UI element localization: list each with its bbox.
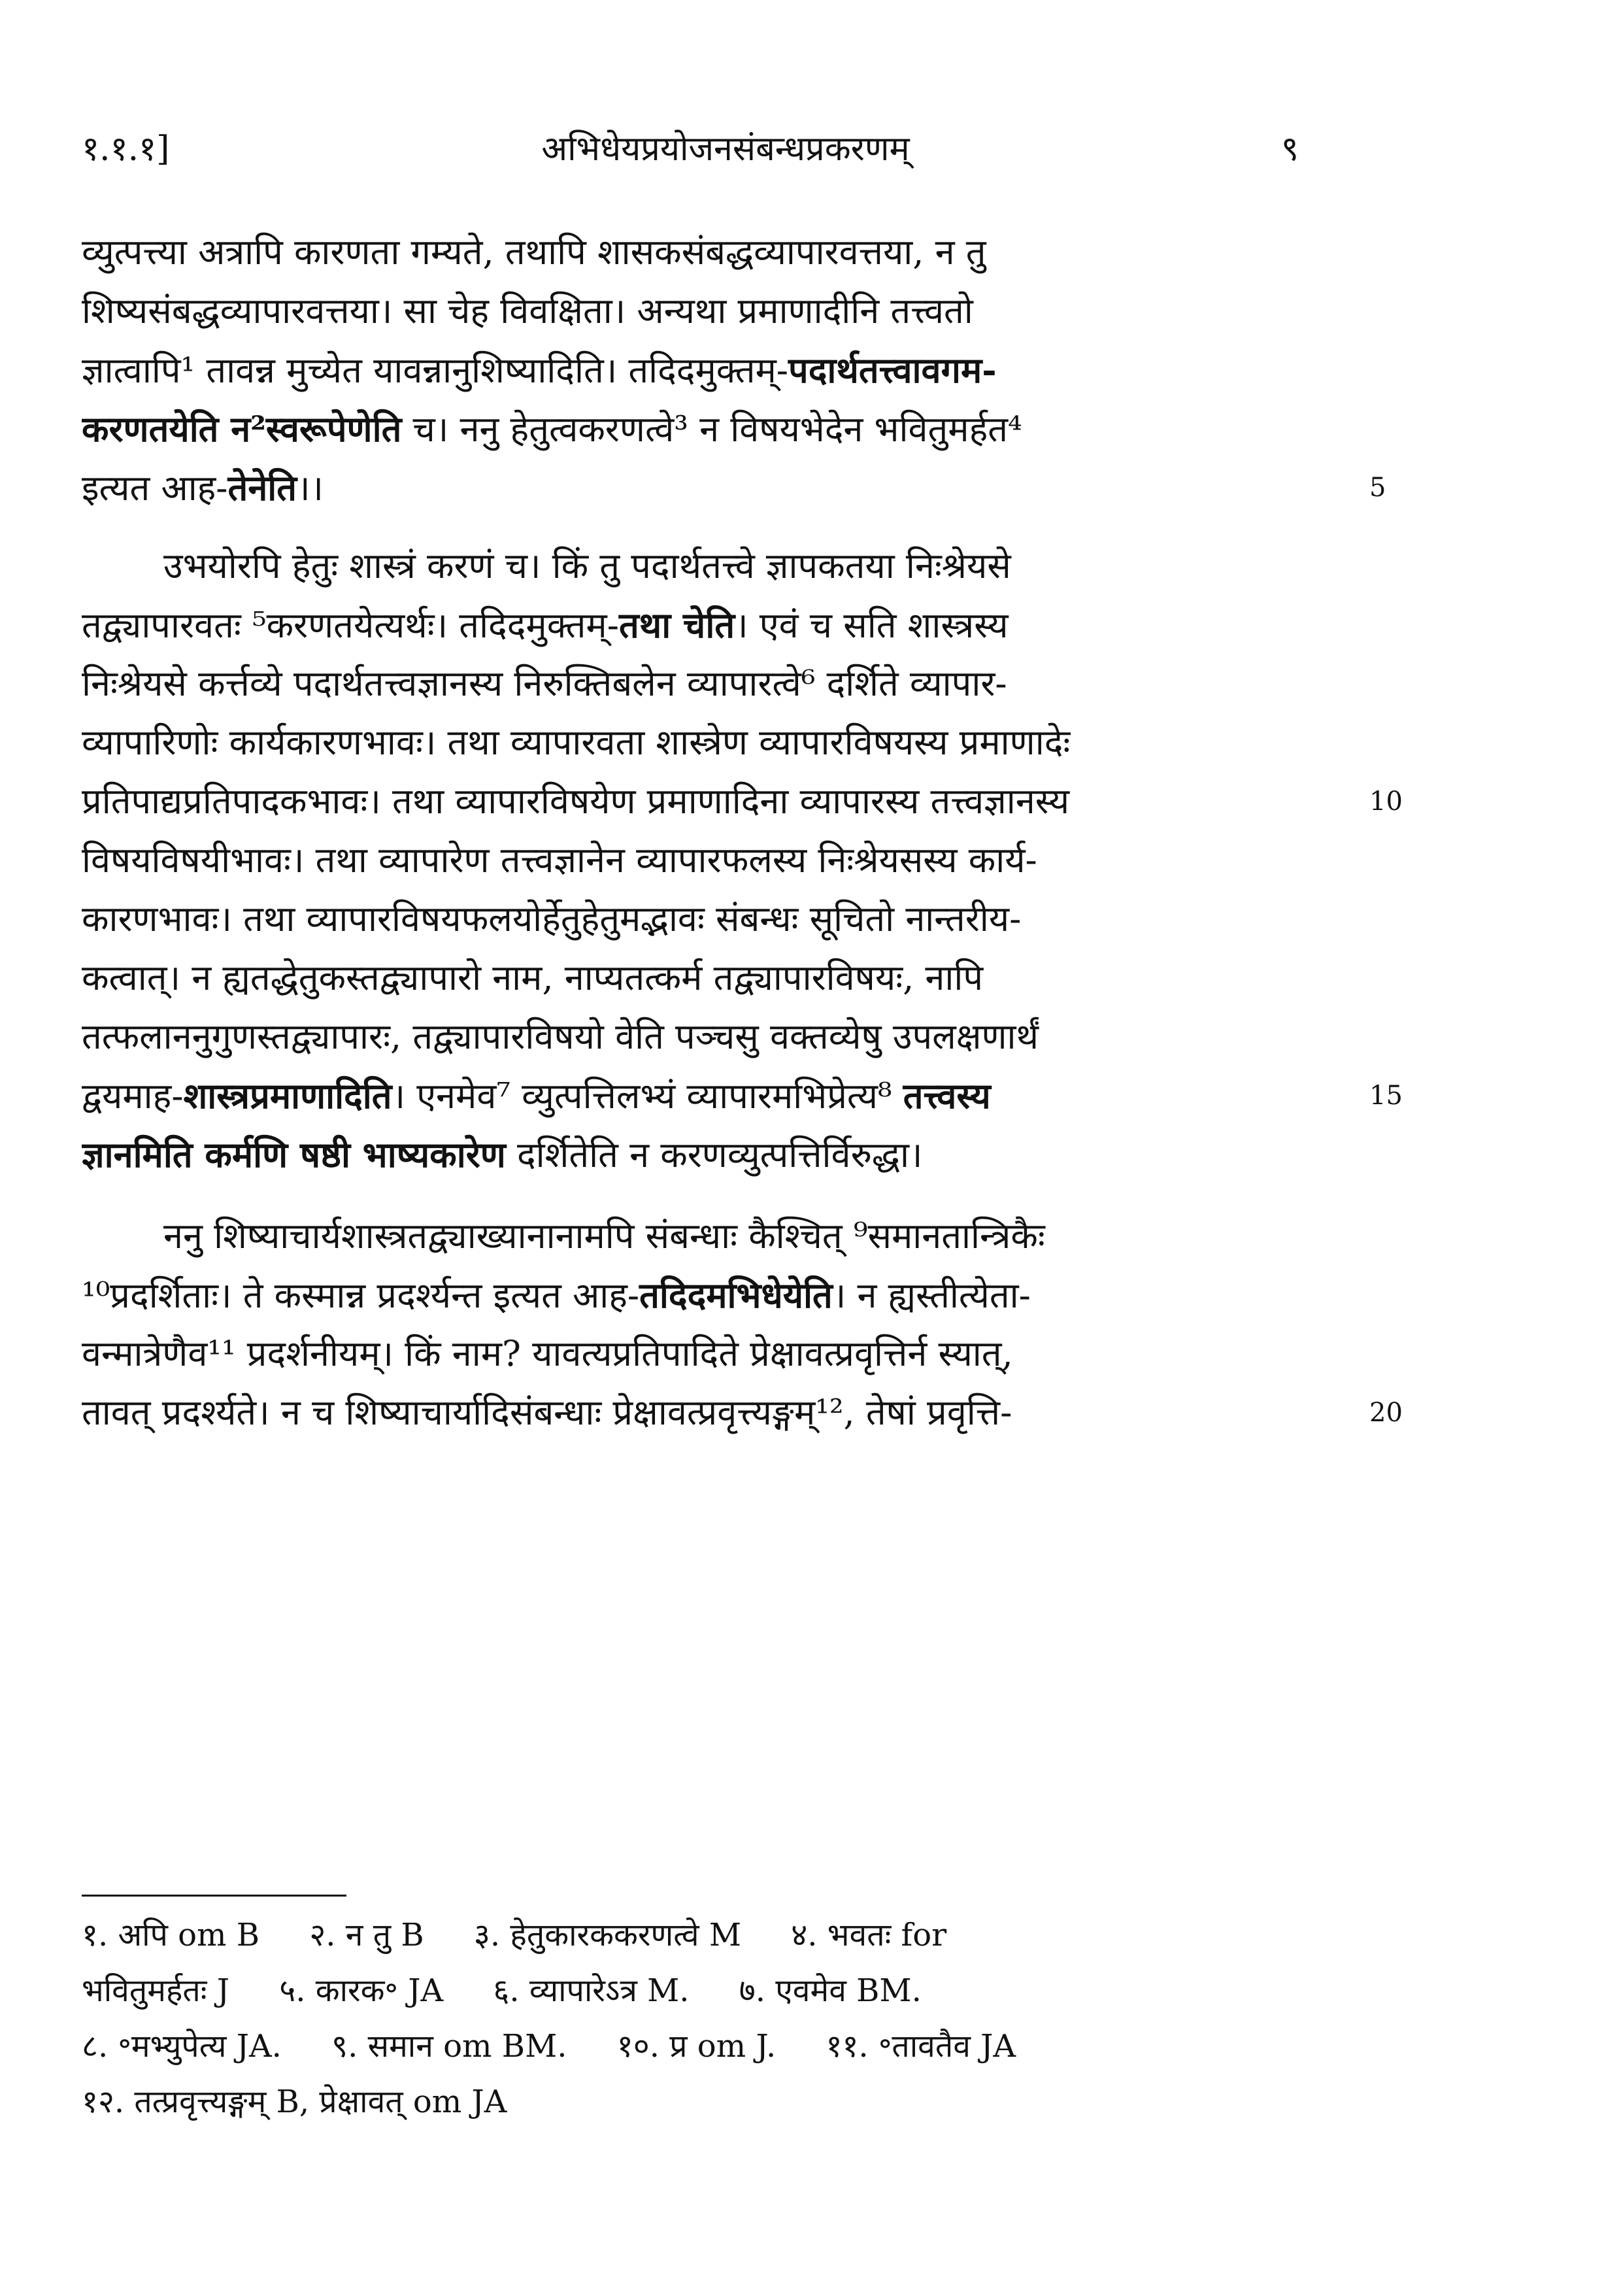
line-text: । न ह्यस्तीत्येता- [832,1275,1031,1316]
text-line [82,458,1311,518]
bold-term: तदिदमभिधेयेति [639,1274,833,1316]
line-text: व्युत्पत्त्या अत्रापि कारणता गम्यते, तथापि शासकसंबद्धव्यापारवत्तया, न तु [82,231,986,273]
text-line [82,222,1311,282]
line-text: तावत् प्रदर्श्यते। न च शिष्याचार्यादिसंबन्धाः प्रेक्षावत्प्रवृत्त्यङ्गम्¹², तेषां प्रवृत्ति- [82,1392,1012,1433]
footnote-line: भवितुमर्हतः J ५. कारक॰ JA ६. व्यापारेऽत्र M. ७. एवमेव BM. [82,1972,922,2009]
margin-line-number: 20 [1369,1398,1403,1428]
text-line [82,399,1311,459]
line-text: प्रतिपाद्यप्रतिपादकभावः। तथा व्यापारविषयेण प्रमाणादिना व्यापारस्य तत्त्वज्ञानस्य [82,781,1070,822]
line-text: शिष्यसंबद्धव्यापारवत्तया। सा चेह विवक्षिता। अन्यथा प्रमाणादीनि तत्त्वतो [82,290,973,331]
line-text: ज्ञात्वापि¹ तावन्न मुच्येत यावन्नानुशिष्यादिति। तदिदमुक्तम्- [82,350,789,391]
bold-term: पदार्थतत्त्वावगम- [788,349,997,391]
line-text: । एनमेव⁷ व्युत्पत्तिलभ्यं व्यापारमभिप्रेत्य⁸ [392,1075,903,1117]
text-line [82,1265,1311,1325]
text-line [82,1383,1311,1443]
text-line [82,281,1311,341]
margin-line-number: 10 [1369,786,1403,817]
text-line [82,1324,1311,1384]
line-text: द्वयमाह- [82,1075,184,1117]
line-text: कारणभावः। तथा व्यापारविषयफलयोर्हेतुहेतुमद्भावः संबन्धः सूचितो नान्तरीय- [82,898,1022,939]
bold-term: शास्त्रप्रमाणादिति [183,1075,392,1117]
text-line [163,536,1311,596]
text-line [82,830,1311,890]
line-text: निःश्रेयसे कर्त्तव्ये पदार्थतत्त्वज्ञानस्य निरुक्तिबलेन व्यापारत्वे⁶ दर्शिते व्यापार- [82,663,1007,704]
bold-term: करणतयेति न²स्वरूपेणेति [82,408,402,450]
line-text: उभयोरपि हेतुः शास्त्रं करणं च। किं तु पदार्थतत्त्वे ज्ञापकतया निःश्रेयसे [163,545,1011,586]
footnote-line: १२. तत्प्रवृत्त्यङ्गम् B, प्रेक्षावत् om JA [82,2084,507,2120]
text-line [82,771,1311,832]
footnote-separator [82,1895,346,1897]
margin-line-number: 5 [1369,473,1386,503]
margin-line-number: 15 [1369,1081,1403,1111]
line-text: विषयविषयीभावः। तथा व्यापारेण तत्त्वज्ञानेन व्यापारफलस्य निःश्रेयसस्य कार्य- [82,839,1037,881]
bold-term: तत्त्वस्य [903,1075,991,1117]
line-text: व्यापारिणोः कार्यकारणभावः। तथा व्यापारवता शास्त्रेण व्यापारविषयस्य प्रमाणादेः [82,722,1071,763]
line-text: ननु शिष्याचार्यशास्त्रतद्व्याख्यानानामपि संबन्धाः कैश्चित् ⁹समानतान्त्रिकैः [163,1215,1045,1257]
chapter-title: अभिधेयप्रयोजनसंबन्धप्रकरणम् [541,129,910,169]
line-text: च। ननु हेतुत्वकरणत्वे³ न विषयभेदेन भवितुमर्हत⁴ [401,409,1022,450]
bold-term: तेनेति [227,467,297,509]
line-text: । एवं च सति शास्त्रस्य [735,605,1009,646]
text-line [82,889,1311,949]
line-text: वन्मात्रेणैव¹¹ प्रदर्शनीयम्। किं नाम? यावत्यप्रतिपादिते प्रेक्षावत्प्रवृत्तिर्न स्यात्, [82,1333,1013,1374]
section-number: १.१.१] [82,129,170,169]
footnote-line: १. अपि om B २. न तु B ३. हेतुकारककरणत्वे M ४. भवतः for [82,1917,947,1953]
text-line [82,1066,1311,1126]
line-text: तद्व्यापारवतः ⁵करणतयेत्यर्थः। तदिदमुक्तम्- [82,605,619,646]
line-text: ।। [297,467,324,509]
line-text: ¹⁰प्रदर्शिताः। ते कस्मान्न प्रदर्श्यन्त इत्यत आह- [82,1275,640,1316]
line-text: इत्यत आह- [82,467,228,509]
text-line [82,595,1311,655]
line-text: तत्फलाननुगुणस्तद्व्यापारः, तद्व्यापारविषयो वेति पञ्चसु वक्तव्येषु उपलक्षणार्थं [82,1016,1039,1057]
text-line [82,340,1311,400]
line-text: कत्वात्। न ह्यतद्धेतुकस्तद्व्यापारो नाम, नाप्यतत्कर्म तद्व्यापारविषयः, नापि [82,957,984,998]
text-line [82,948,1311,1008]
text-line [82,713,1311,773]
text-line [82,654,1311,714]
text-line [82,1124,1311,1185]
page-number: ९ [1281,129,1299,169]
bold-term: तथा चेति [618,604,735,646]
footnote-line: ८. ॰मभ्युपेत्य JA. ९. समान om BM. १०. प्र om J. ११. ॰तावतैव JA [82,2028,1016,2065]
text-line [82,1007,1311,1067]
line-text: दर्शितेति न करणव्युत्पत्तिर्विरुद्धा। [505,1134,923,1175]
bold-term: ज्ञानमिति कर्मणि षष्ठी भाष्यकारेण [82,1134,506,1175]
text-line [163,1206,1311,1266]
